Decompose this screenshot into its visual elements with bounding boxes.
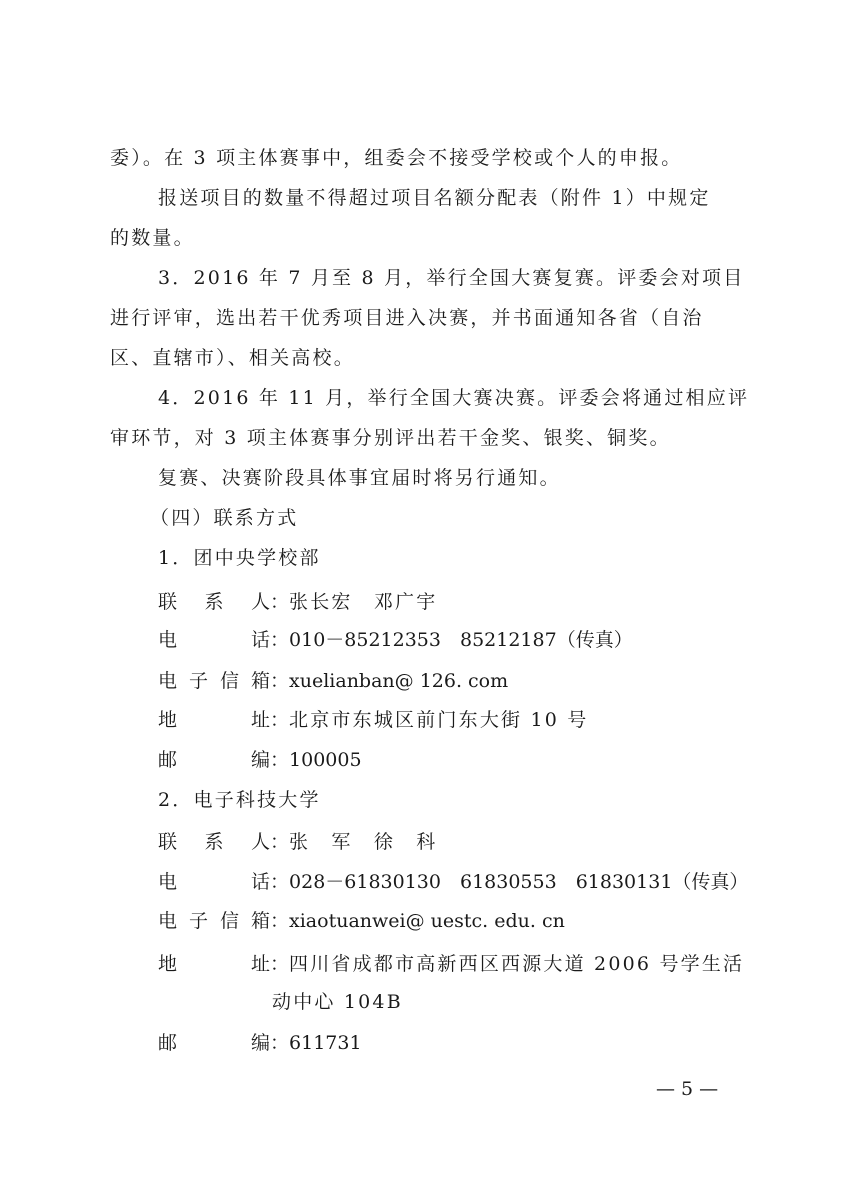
address-label: 地址 (158, 953, 270, 975)
email-label: 电子信箱 (158, 910, 270, 932)
phone-value: 028－61830130 61830553 61830131（传真） (289, 871, 749, 893)
email-value: xiaotuanwei@ uestc. edu. cn (289, 910, 565, 932)
phone-label: 电话 (158, 629, 270, 651)
contact2-heading: 2．电子科技大学 (158, 789, 321, 811)
phone-label: 电话 (158, 871, 270, 893)
contact-person-value: 张 军 徐 科 (289, 831, 438, 853)
contact1-address-row: 地址：北京市东城区前门东大街 10 号 (158, 709, 589, 731)
postcode-value: 100005 (289, 749, 362, 771)
page-number: — 5 — (656, 1078, 719, 1100)
contact2-address-row: 地址：四川省成都市高新西区西源大道 2006 号学生活 (158, 953, 745, 975)
contact2-email-row: 电子信箱：xiaotuanwei@ uestc. edu. cn (158, 910, 565, 932)
paragraph-line: 复赛、决赛阶段具体事宜届时将另行通知。 (158, 467, 561, 489)
postcode-label: 邮编 (158, 1032, 270, 1054)
contact-person-value: 张长宏 邓广宇 (289, 591, 438, 613)
paragraph-line: 区、直辖市）、相关高校。 (110, 347, 355, 369)
contact2-person-row: 联系人：张 军 徐 科 (158, 831, 438, 853)
email-label: 电子信箱 (158, 670, 270, 692)
contact1-email-row: 电子信箱：xuelianban@ 126. com (158, 670, 509, 692)
contact2-phone-row: 电话：028－61830130 61830553 61830131（传真） (158, 871, 749, 893)
contact1-person-row: 联系人：张长宏 邓广宇 (158, 591, 438, 613)
address-label: 地址 (158, 709, 270, 731)
contact-person-label: 联系人 (158, 591, 270, 613)
contact1-phone-row: 电话：010－85212353 85212187（传真） (158, 629, 633, 651)
contact-person-label: 联系人 (158, 831, 270, 853)
contact2-postcode-row: 邮编：611731 (158, 1032, 362, 1054)
contact1-heading: 1．团中央学校部 (158, 547, 321, 569)
section-heading: （四）联系方式 (150, 507, 299, 529)
address-value: 四川省成都市高新西区西源大道 2006 号学生活 (289, 953, 745, 975)
paragraph-line: 进行评审，选出若干优秀项目进入决赛，并书面通知各省（自治 (110, 307, 704, 329)
contact1-postcode-row: 邮编：100005 (158, 749, 362, 771)
paragraph-line: 4．2016 年 11 月，举行全国大赛决赛。评委会将通过相应评 (158, 387, 750, 409)
paragraph-line: 3．2016 年 7 月至 8 月，举行全国大赛复赛。评委会对项目 (158, 267, 745, 289)
address-value: 北京市东城区前门东大街 10 号 (289, 709, 589, 731)
postcode-value: 611731 (289, 1032, 362, 1054)
paragraph-line: 审环节，对 3 项主体赛事分别评出若干金奖、银奖、铜奖。 (110, 427, 671, 449)
email-value: xuelianban@ 126. com (289, 670, 509, 692)
paragraph-line: 的数量。 (110, 227, 195, 249)
paragraph-line: 委）。在 3 项主体赛事中，组委会不接受学校或个人的申报。 (110, 147, 683, 169)
postcode-label: 邮编 (158, 749, 270, 771)
paragraph-line: 报送项目的数量不得超过项目名额分配表（附件 1）中规定 (158, 187, 711, 209)
phone-value: 010－85212353 85212187（传真） (289, 629, 633, 651)
address-value-continued: 动中心 104B (272, 991, 403, 1013)
